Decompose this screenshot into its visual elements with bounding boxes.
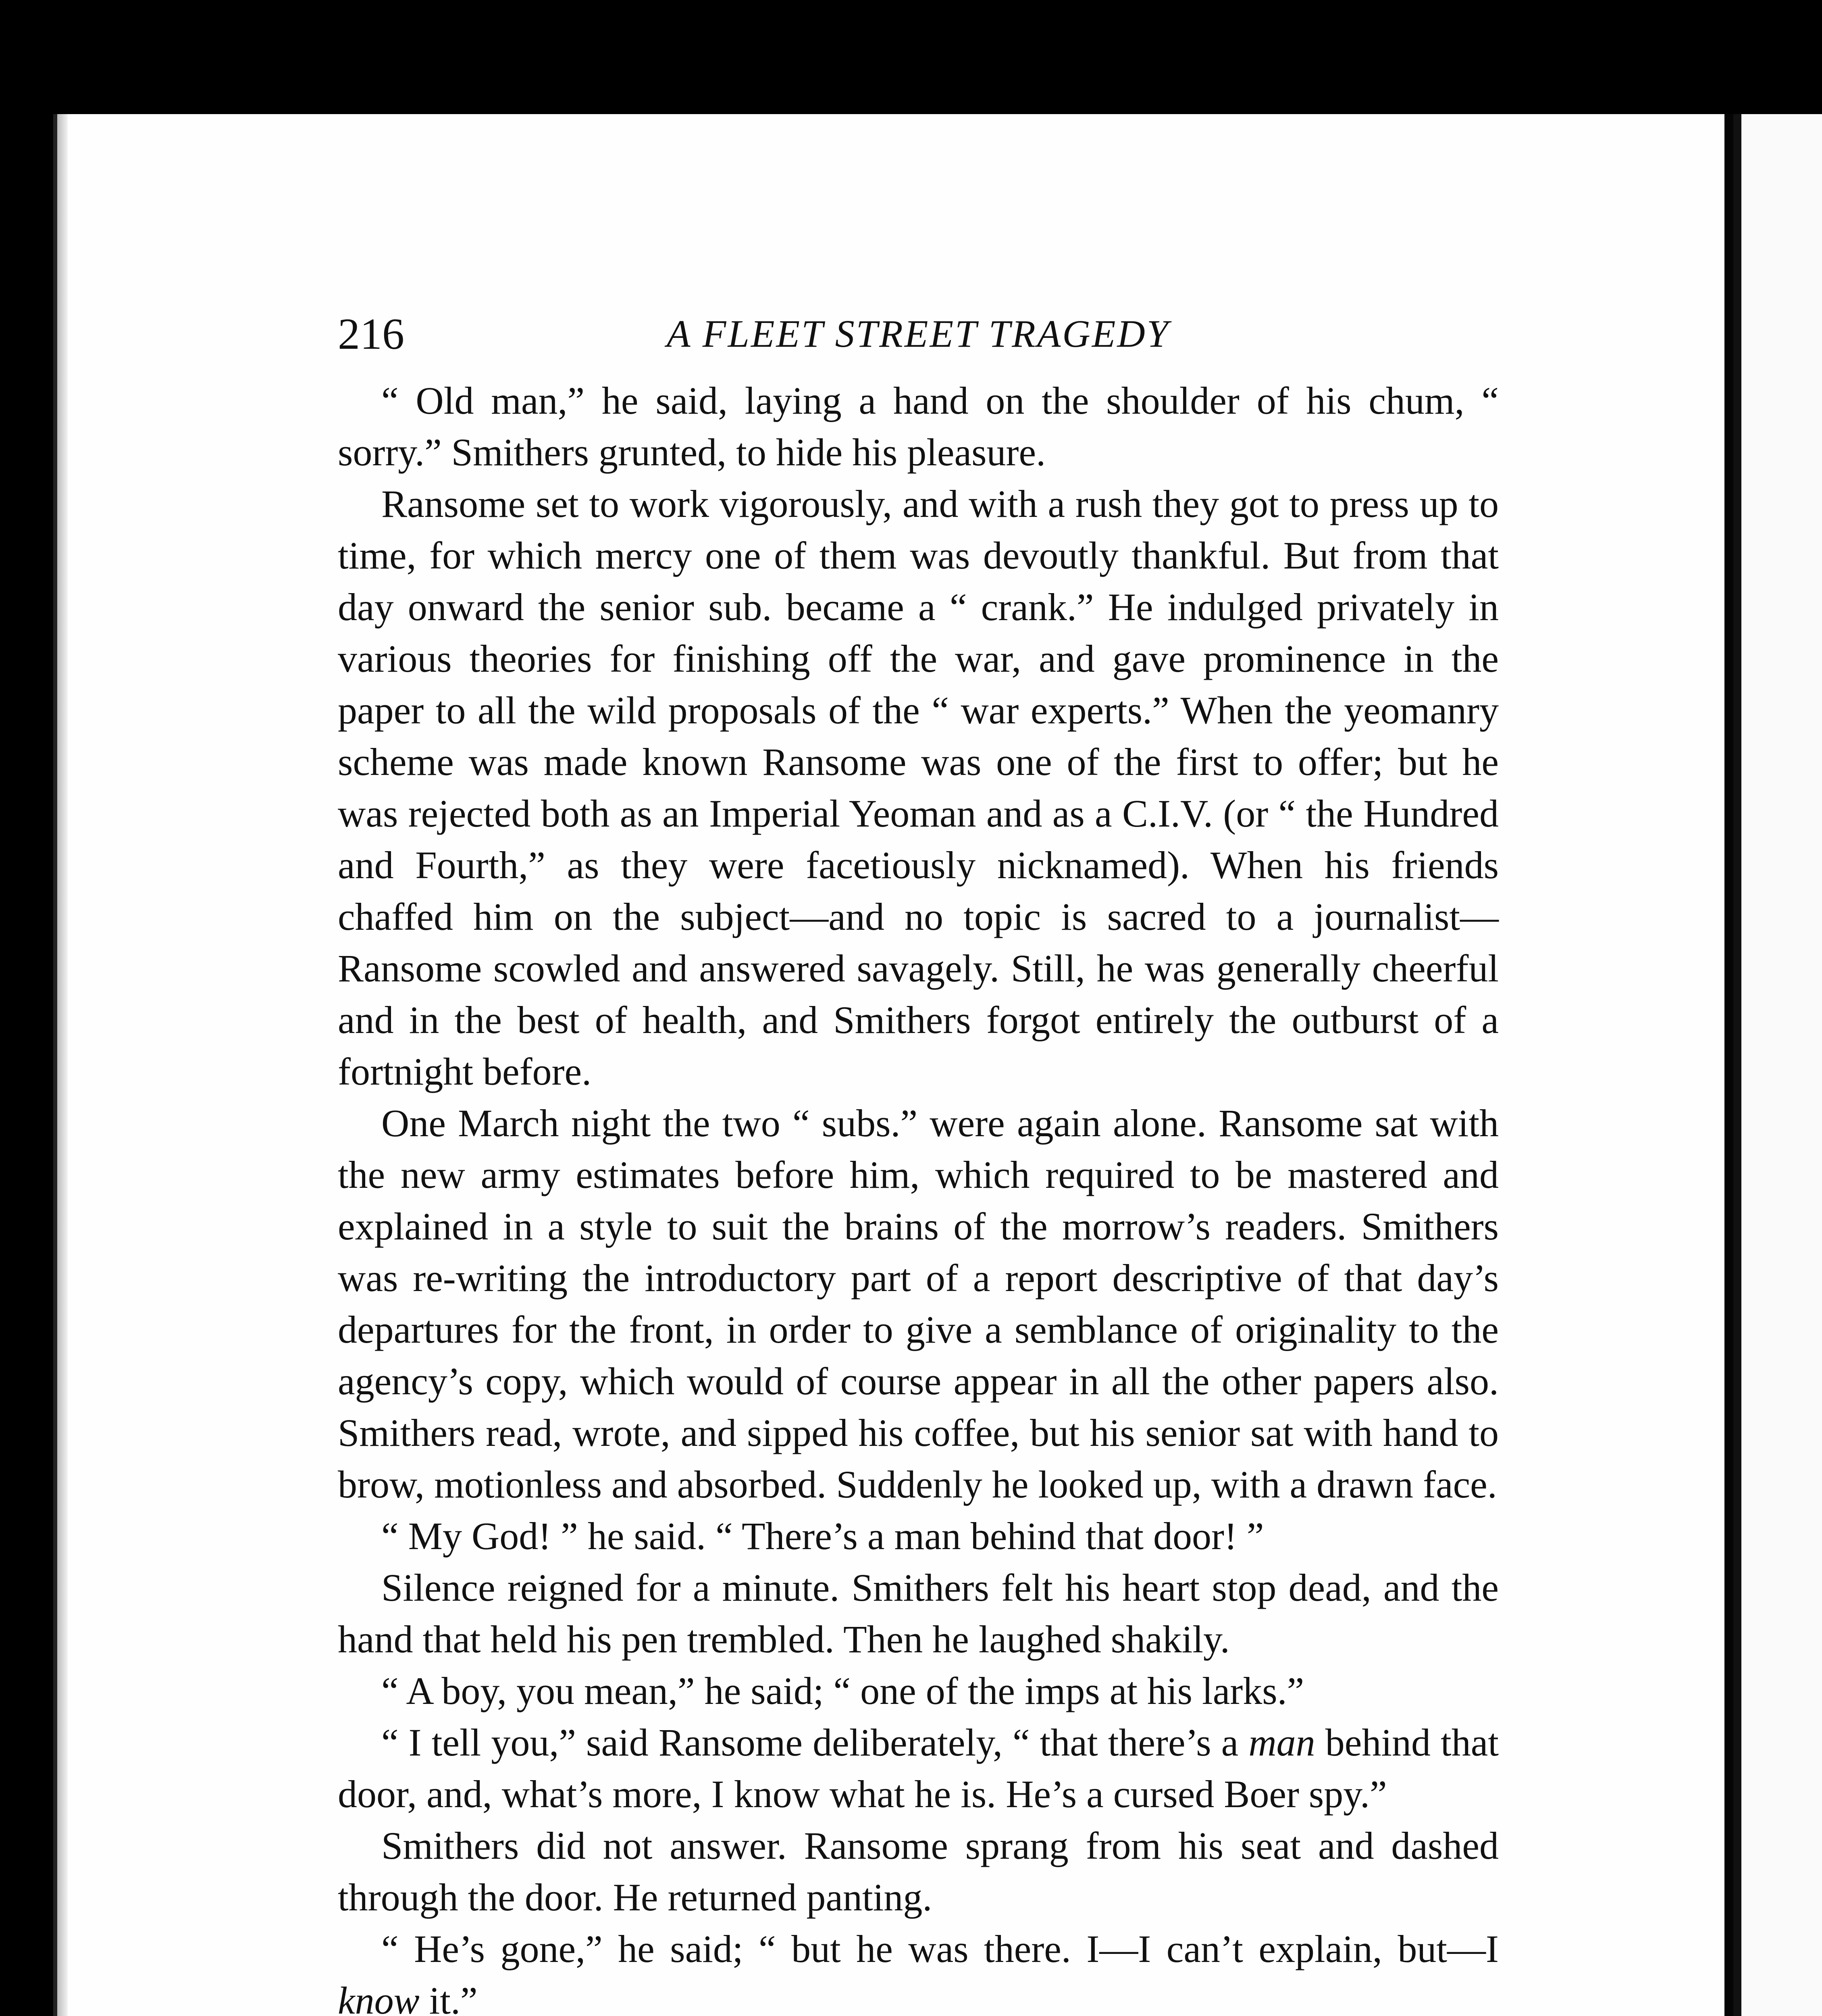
paragraph: “ A boy, you mean,” he said; “ one of the imps at his larks.” xyxy=(381,1669,1304,1712)
paragraph-text: “ He’s gone,” he said; “ but he was there. I—I can’t explain, but—I xyxy=(381,1927,1499,1970)
paragraph-text: behind that door, and, what’s more, I know what he is. He’s a cursed Boer spy.” xyxy=(338,1721,1499,1816)
page-number: 216 xyxy=(338,309,404,358)
paragraph: “ My God! ” he said. “ There’s a man behind that door! ” xyxy=(381,1514,1264,1558)
paragraph: One March night the two “ subs.” were again alone. Ransome sat with the new army estimates before him, which required to be mastered and explained in a style to suit the brains of the morrow’s readers. Smithers was re-writing the introductory part of a report descriptive of that day’s departures for the front, in order to give a semblance of originality to the agency’s copy, which would of course appear in all the other papers also. Smithers read, wrote, and sipped his coffee, but his senior sat with hand to brow, motionless and absorbed. Suddenly he looked up, with a drawn face. xyxy=(338,1102,1499,1506)
page-gutter-shadow xyxy=(57,114,68,2016)
running-head xyxy=(338,306,1499,362)
emphasis-word: man xyxy=(1248,1721,1315,1764)
paragraph: “ Old man,” he said, laying a hand on the shoulder of his chum, “ sorry.” Smithers grunted, to hide his pleasure. xyxy=(338,379,1499,474)
paragraph xyxy=(338,1717,1499,1820)
paragraph: Smithers did not answer. Ransome sprang from his seat and dashed through the door. He returned panting. xyxy=(338,1824,1499,1919)
book-title: A FLEET STREET TRAGEDY xyxy=(666,312,1170,355)
body-text xyxy=(338,375,1499,2016)
emphasis-word: know xyxy=(338,1979,420,2016)
paragraph: Ransome set to work vigorously, and with a rush they got to press up to time, for which mercy one of them was devoutly thankful. But from that day onward the senior sub. became a “ crank.” He indulged privately in various theories for finishing off the war, and gave prominence in the paper to all the wild proposals of the “ war experts.” When the yeomanry scheme was made known Ransome was one of the first to offer; but he was rejected both as an Imperial Yeoman and as a C.I.V. (or “ the Hundred and Fourth,” as they were facetiously nicknamed). When his friends chaffed him on the subject—and no topic is sacred to a journalist—Ransome scowled and answered savagely. Still, he was generally cheerful and in the best of health, and Smithers forgot entirely the outburst of a fortnight before. xyxy=(338,482,1499,1093)
book-spine xyxy=(1724,114,1733,2016)
adjacent-page-edge xyxy=(1733,114,1822,2016)
paragraph-text: “ I tell you,” said Ransome deliberately, “ that there’s a xyxy=(381,1721,1249,1764)
paragraph xyxy=(338,1923,1499,2016)
paragraph: Silence reigned for a minute. Smithers felt his heart stop dead, and the hand that held his pen trembled. Then he laughed shakily. xyxy=(338,1566,1499,1661)
paragraph-text: it.” xyxy=(419,1979,478,2016)
